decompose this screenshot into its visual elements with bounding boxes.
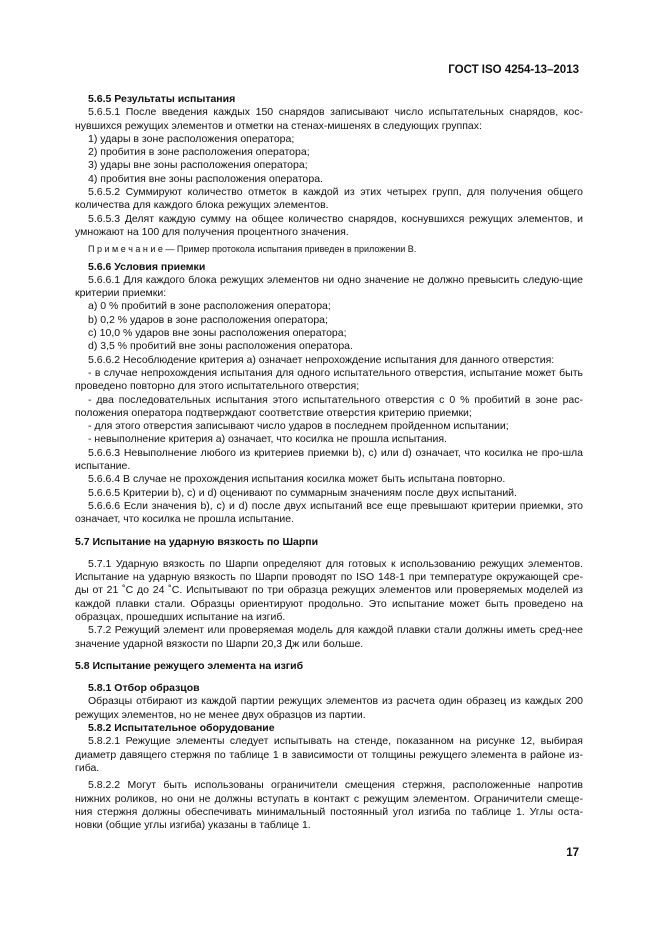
paragraph-5-8-2-1: 5.8.2.1 Режущие элементы следует испытывать на стенде, показанном на рисунке 12, выбирая диаметр давящего стержня по таблице 1 в зависимости от толщины режущего элемента в районе из-гиба. [75,735,583,774]
list-item: 4) пробития вне зоны расположения оператора. [88,172,323,185]
note-label: П р и м е ч а н и е [88,244,163,255]
section-heading-5-6-5: 5.6.5 Результаты испытания [88,93,236,105]
paragraph-5-6-6-2-c: - для этого отверстия записывают число ударов в последнем пройденном испытании; [88,420,509,433]
document-header: ГОСТ ISO 4254-13–2013 [448,64,579,76]
list-item: 2) пробития в зоне расположения оператора; [88,146,310,159]
section-heading-5-6-6: 5.6.6 Условия приемки [88,260,206,273]
paragraph-5-6-5-3: 5.6.5.3 Делят каждую сумму на общее количество снарядов, коснувшихся режущих элементов, и умножают на 100 для получения процентного значения. [75,212,583,238]
paragraph-5-8-1: Образцы отбирают из каждой партии режущих элементов из расчета один образец из каждых 200 режущих элементов, но не менее двух образцов из партии. [75,695,583,721]
section-heading-5-8-1: 5.8.1 Отбор образцов [88,682,200,695]
paragraph-5-6-6-2-d: - невыполнение критерия a) означает, что косилка не прошла испытания. [88,433,447,446]
paragraph-5-6-6-2-a: - в случае непрохождения испытания для одного испытательного отверстия, испытание может быть проведено повторно для этого испытательного отверстия; [75,366,583,393]
paragraph-5-8-2-2: 5.8.2.2 Могут быть использованы ограничители смещения стержня, расположенные напротив нижних роликов, но они не должны вступать в контакт с режущим элементом. Ограничители смеще-ния стержня должны обеспечивать минимальный постоянный угол изгиба по таблице 1. Углы оста-новки (общие углы изгиба) указаны в таблице 1. [75,779,583,832]
section-heading-5-7: 5.7 Испытание на ударную вязкость по Шарпи [75,535,319,548]
paragraph-5-6-6-2-b: - два последовательных испытания этого испытательного отверстия с 0 % пробитий в зоне рас-положения оператора подтверждают соответствие отверстия критерию приемки; [75,393,583,419]
paragraph-5-6-5-2: 5.6.5.2 Суммируют количество отметок в каждой из этих четырех групп, для получения общего количества для каждого блока режущих элементов. [75,186,583,212]
page-content [75,93,583,832]
paragraph-5-6-5-1: 5.6.5.1 После введения каждых 150 снарядов записывают число испытательных снарядов, кос-нувшихся режущих элементов и отметки на стенах-мишенях в следующих группах: [75,106,583,132]
section-heading-5-8: 5.8 Испытание режущего элемента на изгиб [75,659,304,672]
list-item: a) 0 % пробитий в зоне расположения оператора; [88,300,331,313]
paragraph-5-7-1: 5.7.1 Ударную вязкость по Шарпи определяют для готовых к использованию режущих элементов. Испытание на ударную вязкость по Шарпи проводят по ISO 148-1 при температуре окружающей сре-ды от 21 ˚С до 24 ˚С. Испытывают по три образца режущих элементов или проверяемых моделей из каждой плавки стали. Образцы ориентируют продольно. Это испытание может быть проведено на образцах, прошедших испытание на изгиб. [75,557,583,623]
list-item: d) 3,5 % пробитий вне зоны расположения оператора. [88,340,353,353]
paragraph-5-6-6-4: 5.6.6.4 В случае не прохождения испытания косилка может быть испытана повторно. [88,473,506,486]
paragraph-5-6-6-6: 5.6.6.6 Если значения b), c) и d) после двух испытаний все еще превышают критерии приемки, это означает, что косилка не прошла испытание. [75,499,583,526]
list-item: 1) удары в зоне расположения оператора; [88,132,295,145]
note-text: — Пример протокола испытания приведен в приложении В. [162,244,417,255]
paragraph-5-6-6-3: 5.6.6.3 Невыполнение любого из критериев приемки b), c) или d) означает, что косилка не про-шла испытание. [75,446,583,473]
paragraph-5-6-6-5: 5.6.6.5 Критерии b), c) и d) оценивают по суммарным значениям после двух испытаний. [88,486,517,499]
paragraph-5-7-2: 5.7.2 Режущий элемент или проверяемая модель для каждой плавки стали должны иметь сред-нее значение ударной вязкости по Шарпи 20,3 Дж или больше. [75,624,583,650]
note [75,243,583,256]
list-item: b) 0,2 % ударов в зоне расположения оператора; [88,313,328,326]
list-item: c) 10,0 % ударов вне зоны расположения оператора; [88,327,347,340]
section-heading-5-8-2: 5.8.2 Испытательное оборудование [88,722,275,735]
paragraph-5-6-6-2: 5.6.6.2 Несоблюдение критерия a) означает непрохождение испытания для данного отверстия: [88,353,555,366]
list-item: 3) удары вне зоны расположения оператора; [88,159,308,172]
paragraph-5-6-6-1: 5.6.6.1 Для каждого блока режущих элементов ни одно значение не должно превысить следую-щие критерии приемки: [75,273,583,300]
page-number: 17 [566,847,579,859]
